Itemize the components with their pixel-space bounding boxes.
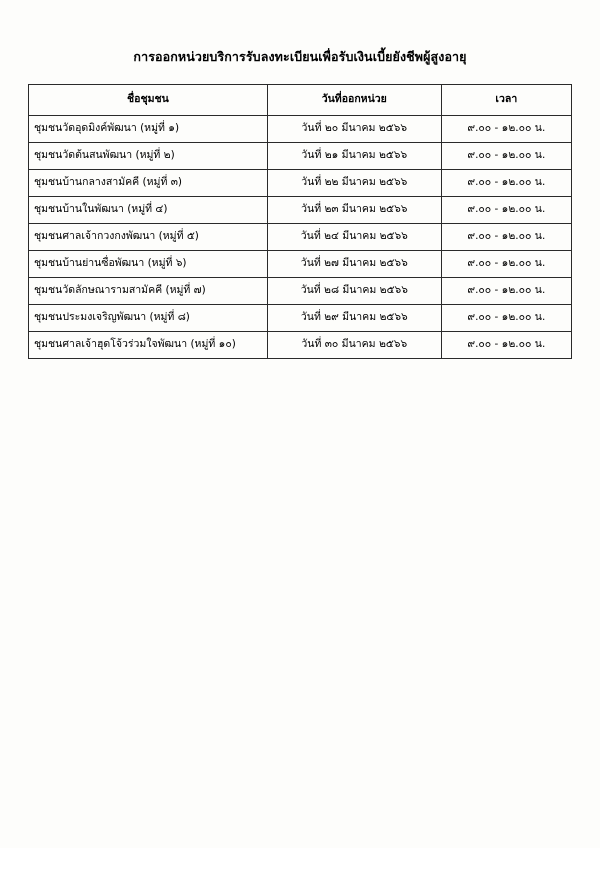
table-row <box>29 115 572 142</box>
page-blank-area <box>0 359 600 879</box>
table-body <box>29 115 572 358</box>
schedule-table-wrapper <box>28 84 572 359</box>
table-row <box>29 250 572 277</box>
column-header-time: เวลา <box>441 84 571 115</box>
cell-date: วันที่ ๒๑ มีนาคม ๒๕๖๖ <box>267 142 441 169</box>
cell-date: วันที่ ๓๐ มีนาคม ๒๕๖๖ <box>267 331 441 358</box>
table-row <box>29 304 572 331</box>
table-header <box>29 84 572 115</box>
cell-community: ชุมชนวัดอุดมิงค์พัฒนา (หมู่ที่ ๑) <box>29 115 268 142</box>
cell-community: ชุมชนศาลเจ้าฮุดโจ้วร่วมใจพัฒนา (หมู่ที่ ๑๐) <box>29 331 268 358</box>
cell-time: ๙.๐๐ - ๑๒.๐๐ น. <box>441 304 571 331</box>
cell-community: ชุมชนศาลเจ้ากวงกงพัฒนา (หมู่ที่ ๕) <box>29 223 268 250</box>
cell-time: ๙.๐๐ - ๑๒.๐๐ น. <box>441 142 571 169</box>
cell-time: ๙.๐๐ - ๑๒.๐๐ น. <box>441 196 571 223</box>
cell-date: วันที่ ๒๐ มีนาคม ๒๕๖๖ <box>267 115 441 142</box>
cell-time: ๙.๐๐ - ๑๒.๐๐ น. <box>441 223 571 250</box>
cell-time: ๙.๐๐ - ๑๒.๐๐ น. <box>441 169 571 196</box>
cell-date: วันที่ ๒๓ มีนาคม ๒๕๖๖ <box>267 196 441 223</box>
column-header-community: ชื่อชุมชน <box>29 84 268 115</box>
cell-time: ๙.๐๐ - ๑๒.๐๐ น. <box>441 331 571 358</box>
schedule-table <box>28 84 572 359</box>
cell-time: ๙.๐๐ - ๑๒.๐๐ น. <box>441 250 571 277</box>
table-row <box>29 277 572 304</box>
cell-date: วันที่ ๒๒ มีนาคม ๒๕๖๖ <box>267 169 441 196</box>
cell-community: ชุมชนวัดต้นสนพัฒนา (หมู่ที่ ๒) <box>29 142 268 169</box>
cell-community: ชุมชนบ้านกลางสามัคคี (หมู่ที่ ๓) <box>29 169 268 196</box>
table-row <box>29 169 572 196</box>
cell-community: ชุมชนวัดลักษณารามสามัคคี (หมู่ที่ ๗) <box>29 277 268 304</box>
cell-date: วันที่ ๒๙ มีนาคม ๒๕๖๖ <box>267 304 441 331</box>
cell-time: ๙.๐๐ - ๑๒.๐๐ น. <box>441 277 571 304</box>
cell-community: ชุมชนประมงเจริญพัฒนา (หมู่ที่ ๘) <box>29 304 268 331</box>
cell-time: ๙.๐๐ - ๑๒.๐๐ น. <box>441 115 571 142</box>
column-header-date: วันที่ออกหน่วย <box>267 84 441 115</box>
table-row <box>29 223 572 250</box>
cell-community: ชุมชนบ้านย่านซื่อพัฒนา (หมู่ที่ ๖) <box>29 250 268 277</box>
cell-community: ชุมชนบ้านในพัฒนา (หมู่ที่ ๔) <box>29 196 268 223</box>
table-header-row <box>29 84 572 115</box>
table-row <box>29 331 572 358</box>
cell-date: วันที่ ๒๘ มีนาคม ๒๕๖๖ <box>267 277 441 304</box>
page-title: การออกหน่วยบริการรับลงทะเบียนเพื่อรับเงินเบี้ยยังชีพผู้สูงอายุ <box>133 49 467 64</box>
table-row <box>29 142 572 169</box>
cell-date: วันที่ ๒๔ มีนาคม ๒๕๖๖ <box>267 223 441 250</box>
table-row <box>29 196 572 223</box>
cell-date: วันที่ ๒๗ มีนาคม ๒๕๖๖ <box>267 250 441 277</box>
